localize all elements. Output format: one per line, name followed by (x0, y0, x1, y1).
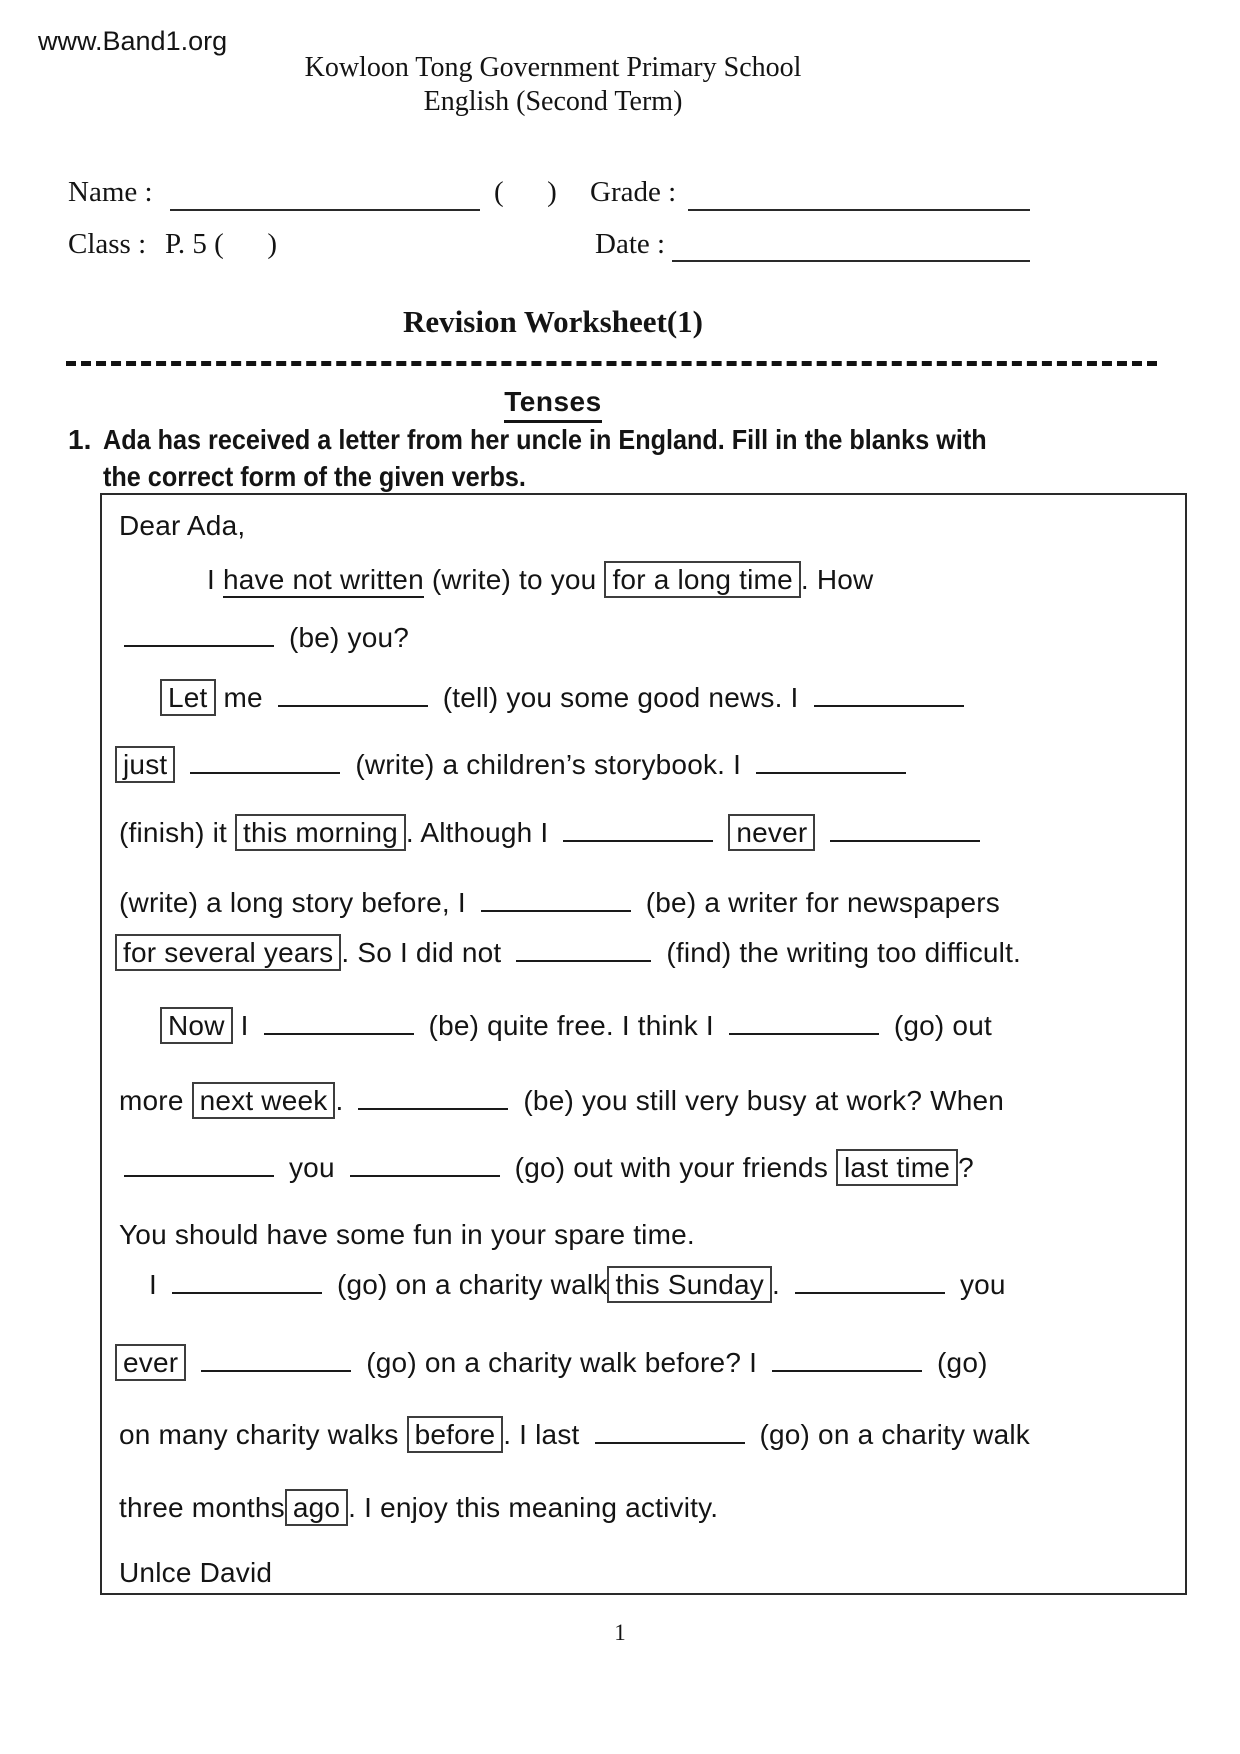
subject-title: English (Second Term) (423, 86, 683, 117)
letter-text: (go) on a charity walk (328, 1269, 608, 1300)
letter-text: Dear Ada, (119, 510, 246, 541)
name-label: Name : (68, 176, 153, 208)
answer-blank (516, 936, 651, 962)
letter-text: . How (800, 564, 874, 595)
class-label: Class : (68, 228, 147, 260)
answer-blank (481, 886, 631, 912)
answer-blank (358, 1084, 508, 1110)
letter-line (117, 621, 409, 655)
letter-line (119, 509, 245, 543)
letter-text: . So I did not (341, 937, 510, 968)
answer-blank (201, 1346, 351, 1372)
question-instruction-line2: the correct form of the given verbs. (103, 461, 526, 492)
letter-line (149, 1268, 1006, 1302)
question-number: 1. (68, 424, 92, 455)
letter-text: (go) on a charity walk before? I (358, 1347, 766, 1378)
letter-text: . (772, 1269, 788, 1300)
letter-text: (go) out with your friends (506, 1152, 836, 1183)
answer-blank (124, 1151, 274, 1177)
letter-text: (be) you still very busy at work? When (515, 1085, 1005, 1116)
letter-line (119, 1218, 695, 1252)
dashed-divider (66, 361, 1157, 366)
letter-text: (write) a long story before, I (119, 887, 474, 918)
question-instruction-line1: Ada has received a letter from her uncle in England. Fill in the blanks with (103, 424, 987, 455)
letter-text: I (207, 564, 223, 595)
answer-blank (729, 1009, 879, 1035)
letter-text: . I last (503, 1419, 588, 1450)
answer-blank (278, 681, 428, 707)
site-url: www.Band1.org (38, 26, 228, 56)
boxed-time-phrase: this Sunday (607, 1266, 772, 1303)
school-name: Kowloon Tong Government Primary School (304, 52, 802, 83)
letter-box (100, 493, 1187, 1595)
answer-blank (795, 1268, 945, 1294)
boxed-time-phrase: for several years (115, 934, 341, 971)
letter-text (175, 749, 183, 780)
boxed-time-phrase: this morning (235, 814, 406, 851)
letter-text: you (281, 1152, 343, 1183)
answer-blank (190, 748, 340, 774)
letter-line (207, 563, 873, 597)
letter-text: more (119, 1085, 192, 1116)
letter-text: (be) quite free. I think I (420, 1010, 722, 1041)
letter-text (186, 1347, 194, 1378)
letter-text: . I enjoy this meaning activity. (348, 1492, 719, 1523)
boxed-time-phrase: just (115, 746, 175, 783)
answer-blank (756, 748, 906, 774)
worksheet-title: Revision Worksheet(1) (403, 304, 703, 339)
boxed-time-phrase: Now (160, 1007, 233, 1044)
boxed-time-phrase: ago (285, 1489, 348, 1526)
letter-text: (go) (929, 1347, 988, 1378)
name-paren: ( ) (494, 176, 557, 208)
grade-blank-line (688, 209, 1030, 211)
letter-text: (be) you? (281, 622, 410, 653)
answer-blank (563, 816, 713, 842)
date-blank-line (672, 260, 1030, 262)
letter-line (115, 1346, 988, 1380)
boxed-time-phrase: last time (836, 1149, 958, 1186)
letter-text: (tell) you some good news. I (434, 682, 807, 713)
boxed-time-phrase: Let (160, 679, 216, 716)
date-label: Date : (595, 228, 666, 260)
letter-line (160, 1009, 992, 1043)
letter-text: (finish) it (119, 817, 235, 848)
letter-text: . (335, 1085, 352, 1116)
letter-line (115, 936, 1021, 970)
answer-blank (814, 681, 964, 707)
boxed-time-phrase: next week (192, 1082, 336, 1119)
letter-line (119, 1491, 718, 1525)
letter-line (119, 816, 987, 850)
class-value: P. 5 ( ) (165, 228, 277, 260)
letter-text: (go) on a charity walk (751, 1419, 1030, 1450)
letter-line (119, 886, 1000, 920)
answer-blank (172, 1268, 322, 1294)
letter-text: Unlce David (119, 1557, 273, 1588)
letter-text: I (149, 1269, 165, 1300)
letter-text: You should have some fun in your spare time. (119, 1219, 695, 1250)
letter-text: (be) a writer for newspapers (637, 887, 1000, 918)
section-title: Tenses (504, 386, 601, 423)
letter-line (119, 1084, 1004, 1118)
name-blank-line (170, 209, 480, 211)
letter-line (115, 748, 913, 782)
letter-text: three months (119, 1492, 285, 1523)
grade-label: Grade : (590, 176, 677, 208)
boxed-time-phrase: for a long time (604, 561, 800, 598)
letter-text: ? (958, 1152, 974, 1183)
answer-blank (124, 621, 274, 647)
answer-blank (350, 1151, 500, 1177)
letter-line (117, 1151, 974, 1185)
letter-text: me (215, 682, 271, 713)
filled-answer: have not written (223, 564, 424, 598)
letter-text (815, 817, 823, 848)
letter-text: on many charity walks (119, 1419, 407, 1450)
letter-text: (go) out (885, 1010, 992, 1041)
boxed-time-phrase: before (407, 1416, 504, 1453)
letter-line (160, 681, 971, 715)
page-number: 1 (614, 1620, 626, 1645)
letter-text: (write) a children’s storybook. I (347, 749, 750, 780)
answer-blank (830, 816, 980, 842)
boxed-time-phrase: never (728, 814, 815, 851)
letter-text: you (951, 1269, 1006, 1300)
letter-text: (find) the writing too difficult. (658, 937, 1022, 968)
letter-text: (write) to you (423, 564, 605, 595)
boxed-time-phrase: ever (115, 1344, 186, 1381)
answer-blank (772, 1346, 922, 1372)
section-title-wrap (0, 386, 1106, 423)
answer-blank (595, 1418, 745, 1444)
letter-line (119, 1418, 1030, 1452)
letter-text: . Although I (405, 817, 557, 848)
answer-blank (264, 1009, 414, 1035)
letter-line (119, 1556, 272, 1590)
letter-text: I (232, 1010, 257, 1041)
